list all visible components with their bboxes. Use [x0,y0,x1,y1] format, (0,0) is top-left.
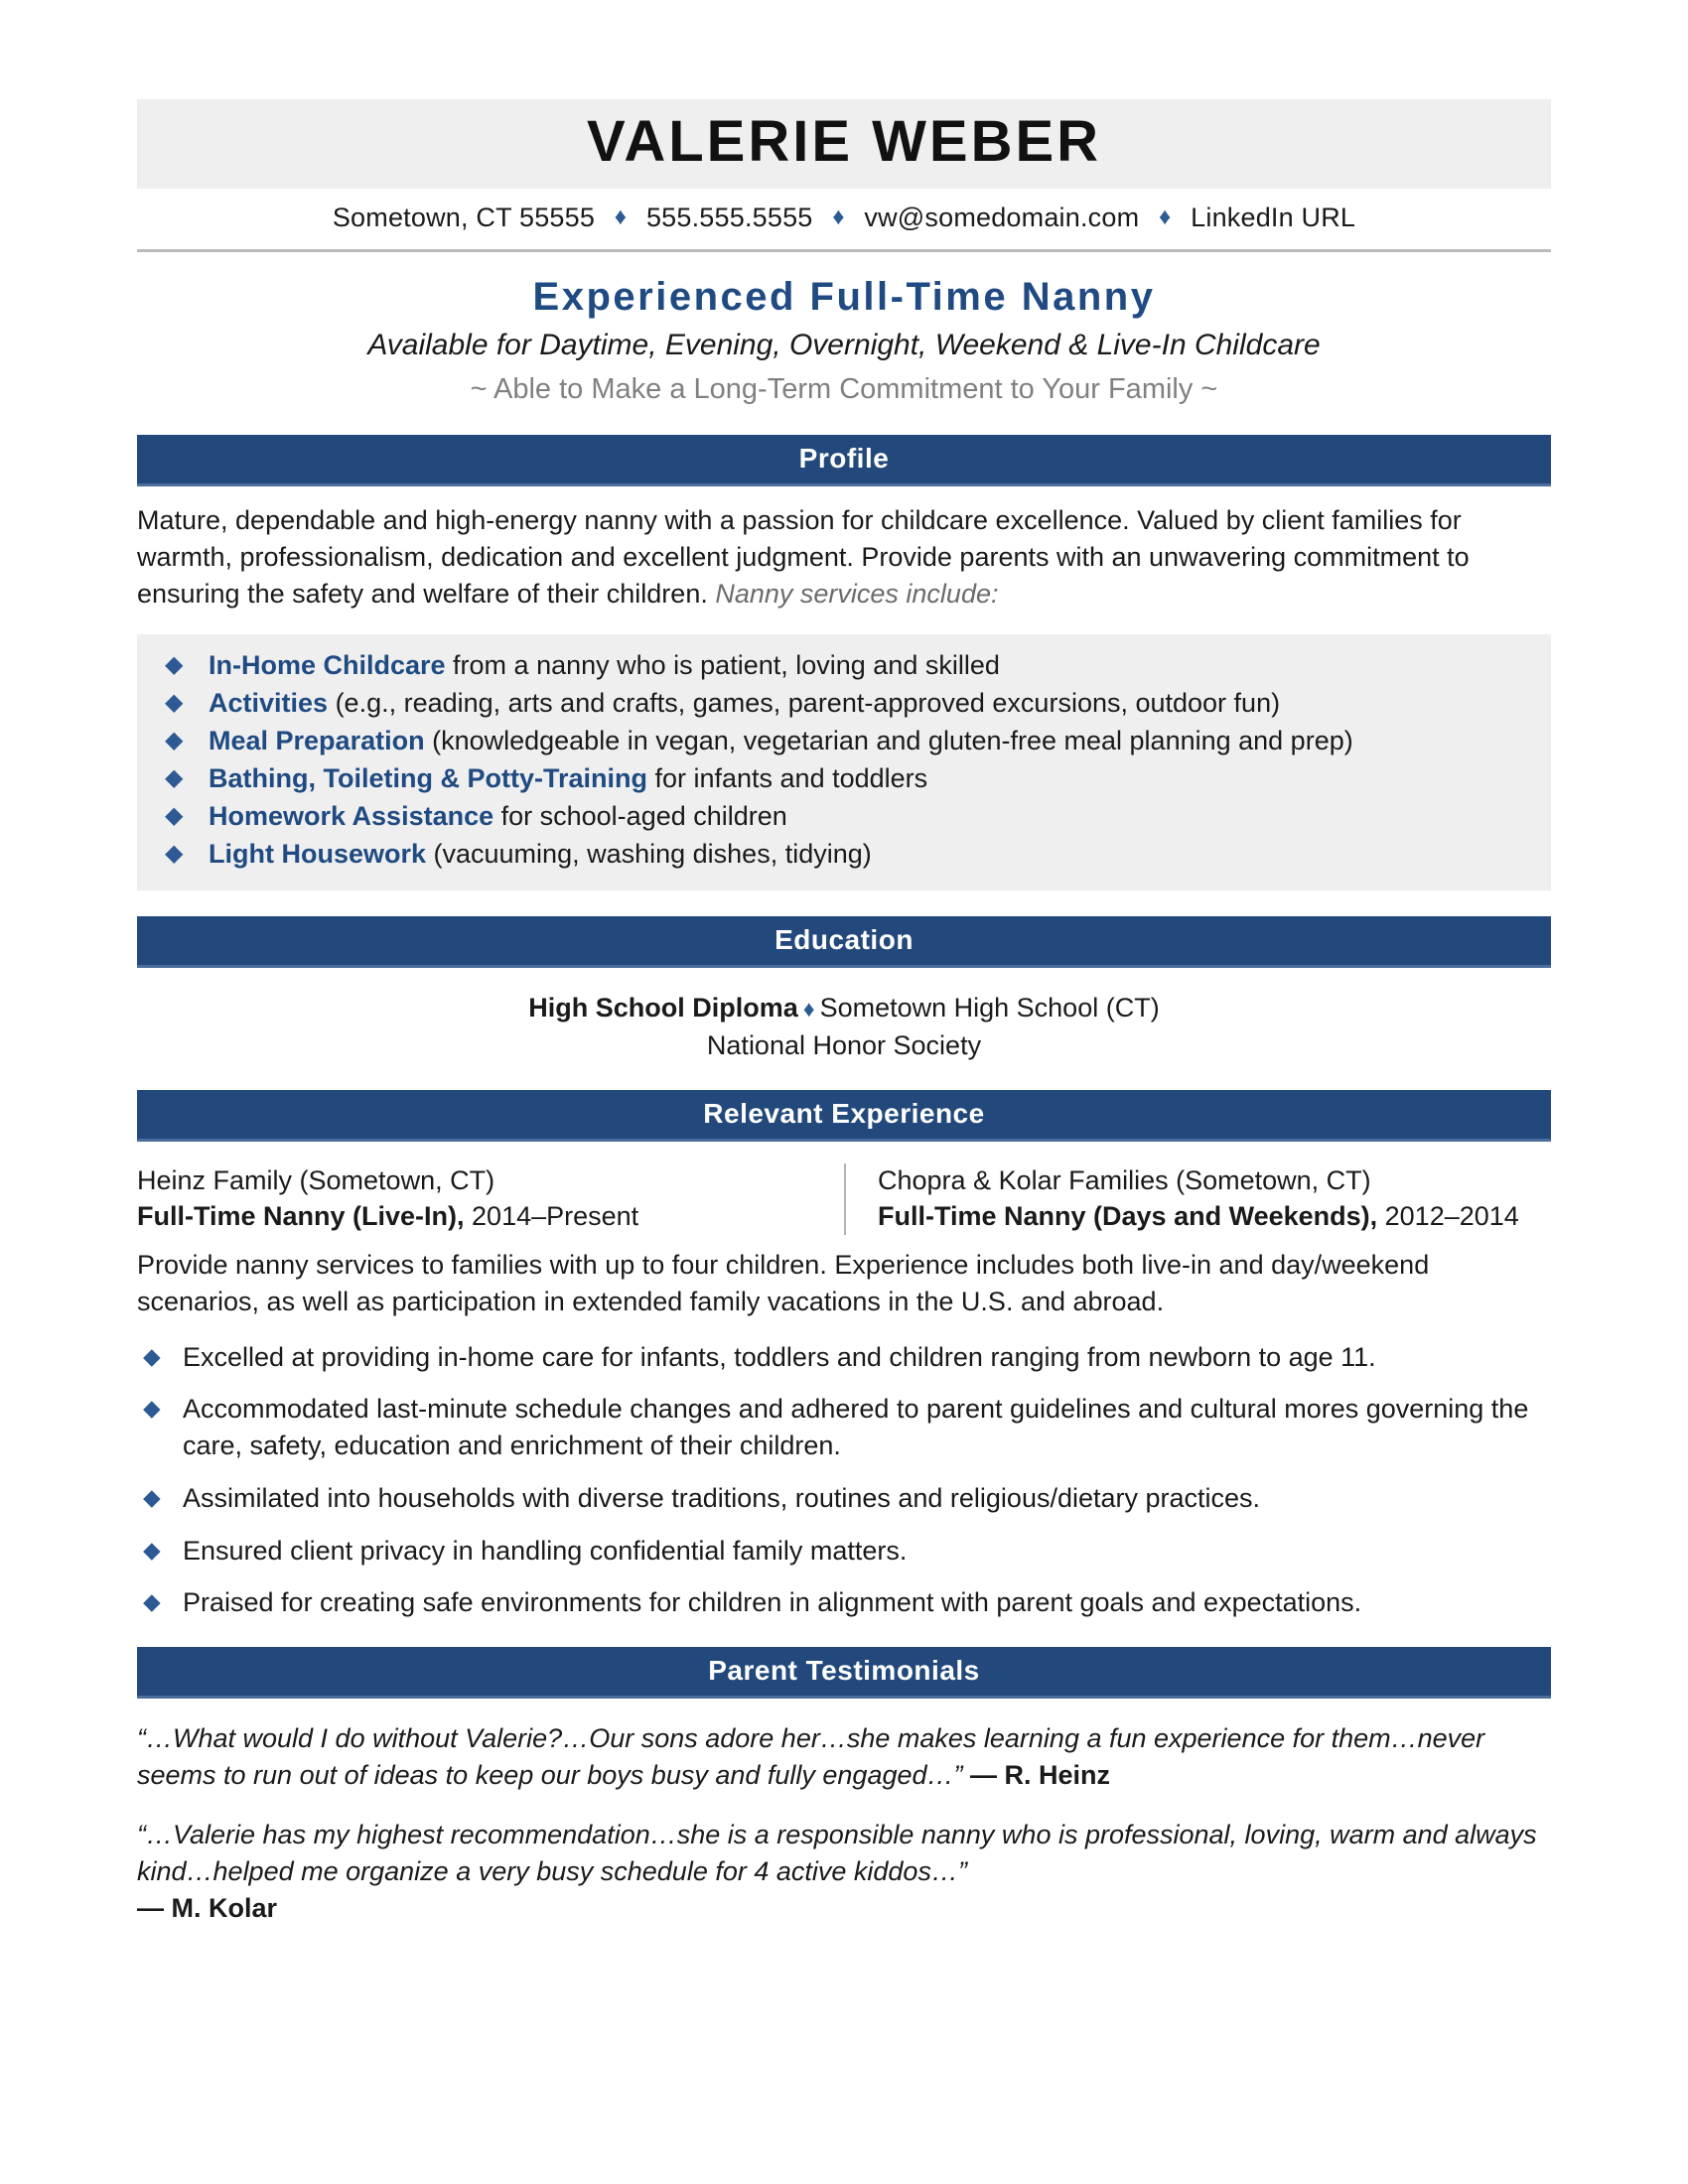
list-item [137,724,1551,759]
experience-bullet-text: Accommodated last-minute schedule changes and adhered to parent guidelines and cultural mores governing the care, safety, education and enrichment of their children. [183,1394,1529,1461]
experience-bullet-text: Excelled at providing in-home care for infants, toddlers and children ranging from newborn to age 11. [183,1341,1376,1372]
list-item [137,761,1551,797]
list-item [137,1339,1551,1376]
list-item [137,1584,1551,1621]
resume-content [137,0,1551,1927]
testimonial-attribution: — M. Kolar [137,1893,278,1924]
contact-email[interactable]: vw@somedomain.com [864,203,1140,232]
profile-skills-box [137,634,1551,889]
skill-rest: (e.g., reading, arts and crafts, games, parent-approved excursions, outdoor fun) [328,688,1281,719]
list-item [137,1533,1551,1570]
experience-entry-left [137,1163,844,1235]
job-tagline: ~ Able to Make a Long-Term Commitment to Your Family ~ [470,372,1218,405]
skill-lead: Meal Preparation [209,726,425,756]
experience-bullet-text: Assimilated into households with diverse traditions, routines and religious/dietary practices. [183,1482,1261,1513]
diamond-separator-icon: ♦ [832,204,845,230]
contact-location: Sometown, CT 55555 [332,203,596,232]
skill-rest: (knowledgeable in vegan, vegetarian and gluten-free meal planning and prep) [424,726,1353,756]
testimonial-quote: “…What would I do without Valerie?…Our sons adore her…she makes learning a fun experience for them…never seems to run out of ideas to keep our boys busy and fully engaged…” [137,1723,1485,1791]
experience-entry-right [844,1163,1551,1235]
skill-lead: Activities [209,688,329,719]
list-item [137,1391,1551,1463]
diamond-bullet-icon: ◆ [143,1536,161,1563]
testimonial-1 [137,1699,1551,1795]
skill-lead: Bathing, Toileting & Potty-Training [209,763,647,794]
experience-role: Full-Time Nanny (Live-In), [137,1201,465,1232]
list-item [137,686,1551,722]
list-item [137,799,1551,835]
section-header-experience: Relevant Experience [137,1090,1551,1142]
experience-bullet-text: Ensured client privacy in handling confidential family matters. [183,1535,908,1566]
experience-role-line [878,1199,1551,1235]
diamond-bullet-icon: ◆ [165,839,184,867]
experience-employer: Chopra & Kolar Families (Sometown, CT) [878,1165,1371,1196]
contact-linkedin[interactable]: LinkedIn URL [1191,203,1356,232]
diamond-bullet-icon: ◆ [143,1395,161,1422]
skill-lead: In-Home Childcare [209,650,446,681]
name-band [137,99,1551,189]
skill-rest: for infants and toddlers [646,763,928,794]
experience-bullet-text: Praised for creating safe environments for children in alignment with parent goals and expectations. [183,1587,1362,1618]
education-degree: High School Diploma [528,992,798,1023]
experience-bullets [137,1321,1551,1621]
section-header-testimonials: Parent Testimonials [137,1647,1551,1699]
testimonial-2 [137,1795,1551,1928]
profile-paragraph-italic: Nanny services include: [707,579,999,610]
experience-role: Full-Time Nanny (Days and Weekends), [878,1201,1378,1232]
list-item [137,1480,1551,1517]
diamond-separator-icon: ♦ [614,204,628,230]
job-title: Experienced Full-Time Nanny [532,275,1156,319]
contact-line [137,189,1551,249]
experience-employer: Heinz Family (Sometown, CT) [137,1165,495,1196]
education-block [137,968,1551,1065]
section-header-profile: Profile [137,435,1551,486]
skill-rest: (vacuuming, washing dishes, tidying) [426,838,872,869]
diamond-bullet-icon: ◆ [143,1588,161,1615]
diamond-bullet-icon: ◆ [143,1483,161,1510]
list-item [137,837,1551,873]
experience-dates: 2012–2014 [1377,1201,1519,1232]
section-header-education: Education [137,916,1551,968]
experience-dates: 2014–Present [464,1201,639,1232]
experience-role-line [137,1199,802,1235]
diamond-bullet-icon: ◆ [165,802,184,830]
list-item [137,648,1551,684]
education-honor: National Honor Society [706,1029,982,1060]
diamond-bullet-icon: ◆ [165,764,184,792]
diamond-bullet-icon: ◆ [143,1342,161,1369]
skill-rest: for school-aged children [493,801,787,832]
profile-paragraph [137,486,1551,614]
diamond-separator-icon: ♦ [1159,204,1172,230]
education-school: Sometown High School (CT) [819,992,1160,1023]
diamond-bullet-icon: ◆ [165,727,184,754]
job-subtitle: Available for Daytime, Evening, Overnight, Weekend & Live-In Childcare [367,329,1321,361]
skill-rest: from a nanny who is patient, loving and skilled [445,650,1000,681]
diamond-bullet-icon: ◆ [165,689,184,717]
skill-lead: Homework Assistance [209,801,494,832]
skill-lead: Light Housework [209,838,427,869]
experience-intro: Provide nanny services to families with up to four children. Experience includes both live-in and day/weekend scenarios, as well as participation in extended family vacations in the U.S. and abroad. [137,1250,1430,1317]
contact-phone[interactable]: 555.555.5555 [645,203,813,232]
title-block [137,252,1551,409]
testimonial-attribution: — R. Heinz [962,1760,1111,1791]
page-title: VALERIE WEBER [586,109,1102,174]
diamond-bullet-icon: ◆ [165,651,184,679]
testimonial-quote: “…Valerie has my highest recommendation…she is a responsible nanny who is professional, loving, warm and always kind…helped me organize a very busy schedule for 4 active kiddos…” [137,1819,1537,1886]
experience-columns [137,1142,1551,1235]
education-degree-line [137,990,1551,1027]
diamond-separator-icon: ♦ [802,995,815,1022]
profile-paragraph-main: Mature, dependable and high-energy nanny with a passion for childcare excellence. Valued by client families for warmth, professionalism, dedication and excellent judgment. Provide parents with an unwavering commitment to ensuring the safety and welfare of their children. [137,504,1470,610]
profile-skills-list [137,648,1551,872]
